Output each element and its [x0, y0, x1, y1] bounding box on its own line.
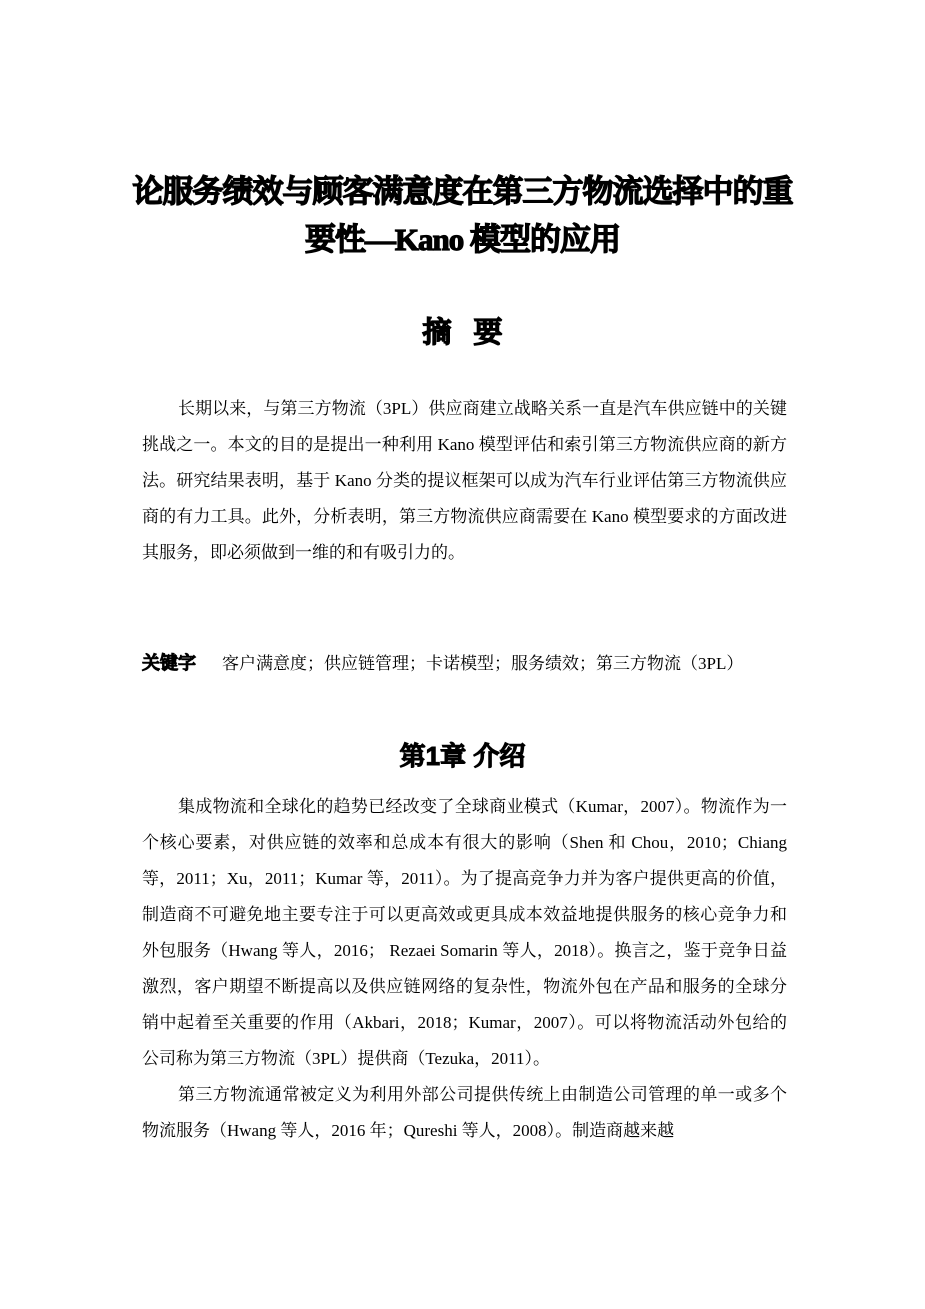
chapter-heading: 第1章 介绍: [399, 741, 526, 771]
keywords-label: 关键字: [142, 653, 196, 673]
abstract-heading: 摘要: [422, 317, 525, 349]
chapter-paragraph-2: 第三方物流通常被定义为利用外部公司提供传统上由制造公司管理的单一或多个物流服务（Hwang 等人，2016 年；Qureshi 等人，2008）。制造商越来越: [142, 1085, 787, 1140]
keywords-line: [142, 648, 802, 679]
document-title-line-2: 要性—Kano 模型的应用: [304, 222, 621, 257]
document-title-line-1: 论服务绩效与顾客满意度在第三方物流选择中的重: [132, 174, 793, 209]
abstract-body: [142, 391, 787, 571]
keywords-text: 客户满意度；供应链管理；卡诺模型；服务绩效；第三方物流（3PL）: [222, 654, 744, 673]
chapter-paragraph-1: 集成物流和全球化的趋势已经改变了全球商业模式（Kumar，2007）。物流作为一个核心要素，对供应链的效率和总成本有很大的影响（Shen 和 Chou，2010；Chiang 等，2011；Xu，2011；Kumar 等，2011）。为了提高竞争力并为客户提供更高的价值，制造商不可避免地主要专注于可以更高效或更具成本效益地提供服务的核心竞争力和外包服务（Hwang 等人，2016； Rezaei Somarin 等人，2018）。换言之，鉴于竞争日益激烈，客户期望不断提高以及供应链网络的复杂性，物流外包在产品和服务的全球分销中起着至关重要的作用（Akbari，2018；Kumar，2007）。可以将物流活动外包给的公司称为第三方物流（3PL）提供商（Tezuka，2011）。: [142, 797, 787, 1068]
document-title: [130, 168, 795, 264]
chapter-body: [142, 789, 787, 1149]
abstract-paragraph: 长期以来，与第三方物流（3PL）供应商建立战略关系一直是汽车供应链中的关键挑战之一。本文的目的是提出一种利用 Kano 模型评估和索引第三方物流供应商的新方法。研究结果表明，基于 Kano 分类的提议框架可以成为汽车行业评估第三方物流供应商的有力工具。此外，分析表明，第三方物流供应商需要在 Kano 模型要求的方面改进其服务，即必须做到一维的和有吸引力的。: [142, 399, 787, 562]
